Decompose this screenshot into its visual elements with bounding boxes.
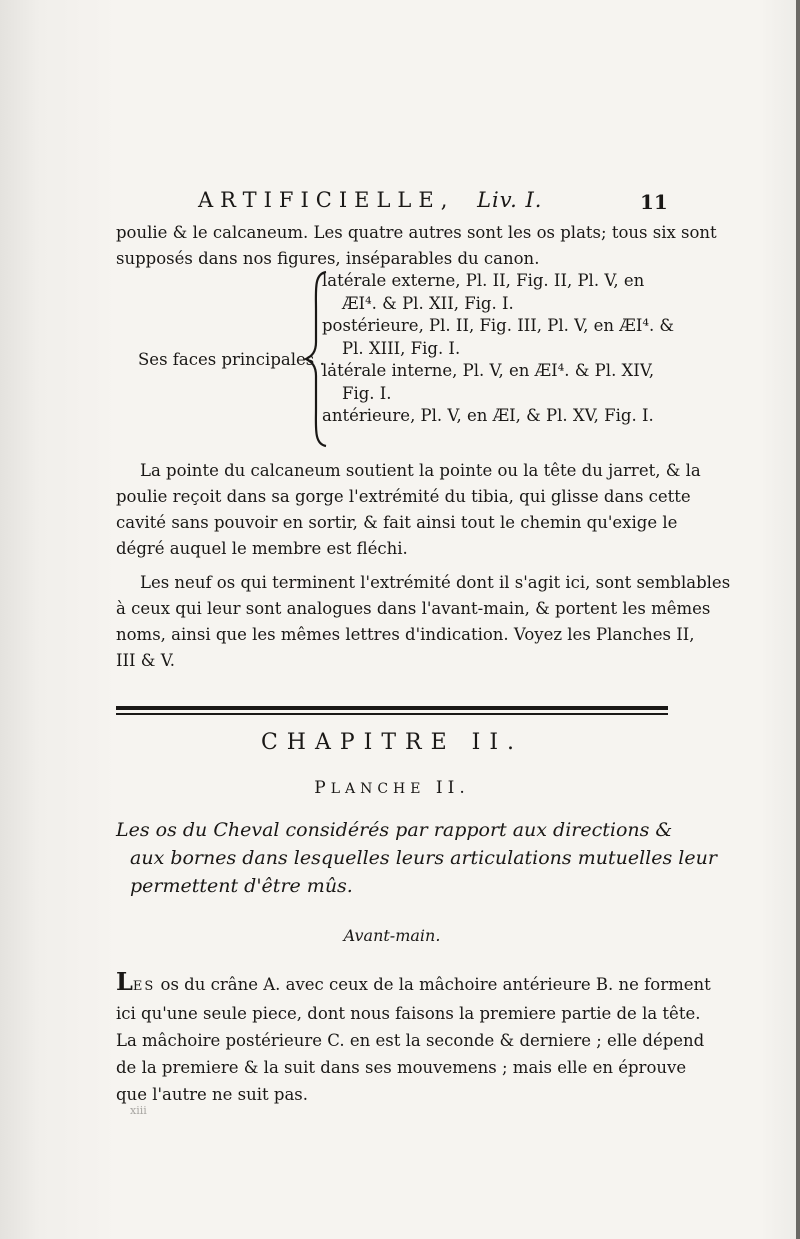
running-head xyxy=(198,188,668,212)
section-heading: Avant-main. xyxy=(343,926,441,945)
text-line: La mâchoire postérieure C. en est la seconde & derniere ; elle dépend xyxy=(116,1031,705,1050)
face-item-line: postérieure, Pl. II, Fig. III, Pl. V, en ÆI⁴. & xyxy=(322,316,675,335)
paragraph-crane xyxy=(116,967,711,1108)
planche-title xyxy=(116,778,668,798)
chapter-subtitle xyxy=(116,816,717,900)
text-line: La pointe du calcaneum soutient la pointe ou la tête du jarret, & la xyxy=(140,461,701,480)
subtitle-line: Les os du Cheval considérés par rapport aux directions & xyxy=(116,819,673,841)
text-line: cavité sans pouvoir en sortir, & fait ainsi tout le chemin qu'exige le xyxy=(116,513,678,532)
face-item-line: Pl. XIII, Fig. I. xyxy=(342,338,461,358)
text-run: os du crâne A. avec ceux de la mâchoire antérieure B. ne forment xyxy=(155,975,711,994)
signature-mark: xiii xyxy=(130,1104,147,1117)
small-caps: ES xyxy=(132,979,156,994)
faces-list xyxy=(322,270,675,428)
text-line: noms, ainsi que les mêmes lettres d'indication. Voyez les Planches II, xyxy=(116,625,695,644)
chapter-title: CHAPITRE II. xyxy=(260,730,524,755)
text-line: poulie & le calcaneum. Les quatre autres sont les os plats; tous six sont xyxy=(116,223,717,242)
face-item-line: latérale interne, Pl. V, en ÆI⁴. & Pl. XIV, xyxy=(322,361,655,380)
intro-paragraph xyxy=(116,220,717,272)
page-edge xyxy=(796,0,800,1239)
section-rule-thin xyxy=(116,713,668,715)
text-line: ici qu'une seule piece, dont nous faisons la premiere partie de la tête. xyxy=(116,1004,701,1023)
face-item-line: latérale externe, Pl. II, Fig. II, Pl. V, en xyxy=(322,271,645,290)
planche-word: LANCHE xyxy=(330,781,426,797)
text-line: que l'autre ne suit pas. xyxy=(116,1085,308,1104)
face-item-line: antérieure, Pl. V, en ÆI, & Pl. XV, Fig. I. xyxy=(322,406,654,425)
text-line: à ceux qui leur sont analogues dans l'avant-main, & portent les mêmes xyxy=(116,599,711,618)
text-line: supposés dans nos figures, inséparables du canon. xyxy=(116,249,540,268)
page-number: 11 xyxy=(640,190,668,214)
subtitle-line: aux bornes dans lesquelles leurs articulations mutuelles leur xyxy=(130,847,717,869)
text-line: Les neuf os qui terminent l'extrémité dont il s'agit ici, sont semblables xyxy=(140,573,731,592)
running-head-book: Liv. I. xyxy=(477,188,543,212)
drop-cap: L xyxy=(116,967,133,996)
planche-number: II. xyxy=(435,778,470,798)
text-line: III & V. xyxy=(116,651,176,670)
face-item-line: ÆI⁴. & Pl. XII, Fig. I. xyxy=(342,293,514,313)
text-line: poulie reçoit dans sa gorge l'extrémité du tibia, qui glisse dans cette xyxy=(116,487,691,506)
subtitle-line: permettent d'être mûs. xyxy=(130,875,353,897)
running-head-title: ARTIFICIELLE, xyxy=(198,188,455,212)
paragraph-calcaneum xyxy=(116,458,701,562)
text-line: dégré auquel le membre est fléchi. xyxy=(116,539,408,558)
faces-label: Ses faces principales . . xyxy=(138,350,336,369)
face-item-line: Fig. I. xyxy=(342,383,392,403)
paragraph-neuf-os xyxy=(116,570,731,674)
planche-initial: P xyxy=(314,778,331,798)
text-line xyxy=(116,967,711,1000)
text-line: de la premiere & la suit dans ses mouvemens ; mais elle en éprouve xyxy=(116,1058,687,1077)
section-rule-thick xyxy=(116,706,668,710)
